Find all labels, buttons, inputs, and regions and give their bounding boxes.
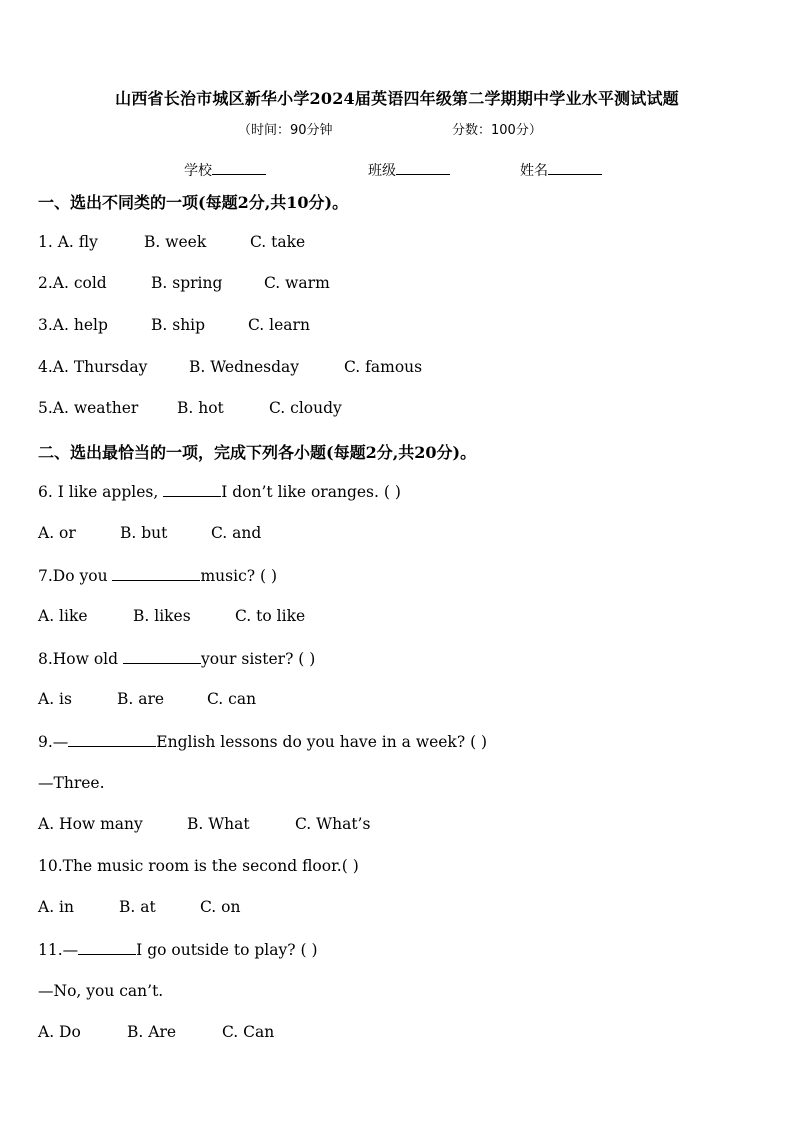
stem-text-after: I go outside to play? ( ) bbox=[136, 941, 318, 959]
stem-text-after: I don’t like oranges. ( ) bbox=[221, 483, 401, 501]
option-a[interactable]: 4.A. Thursday bbox=[38, 358, 148, 376]
option-a[interactable]: 1. A. fly bbox=[38, 233, 98, 251]
student-info bbox=[0, 160, 794, 182]
option-a[interactable]: A. or bbox=[38, 524, 76, 542]
option-a[interactable]: 5.A. weather bbox=[38, 399, 139, 417]
class-blank[interactable] bbox=[396, 160, 450, 175]
question-11-answer: —No, you can’t. bbox=[38, 982, 164, 1000]
section-1-heading: 一、选出不同类的一项(每题2分,共10分)。 bbox=[38, 193, 349, 212]
name-field bbox=[520, 160, 602, 180]
school-field bbox=[184, 160, 266, 180]
school-label: 学校 bbox=[184, 163, 212, 179]
option-c[interactable]: C. cloudy bbox=[269, 399, 342, 417]
stem-text-after: music? ( ) bbox=[200, 567, 278, 585]
option-a[interactable]: A. Do bbox=[38, 1023, 81, 1041]
option-c[interactable]: C. and bbox=[211, 524, 262, 542]
question-9-answer: —Three. bbox=[38, 774, 105, 792]
option-b[interactable]: B. week bbox=[144, 233, 207, 251]
option-c[interactable]: C. What’s bbox=[295, 815, 371, 833]
option-c[interactable]: C. Can bbox=[222, 1023, 275, 1041]
option-c[interactable]: C. to like bbox=[235, 607, 306, 625]
option-c[interactable]: C. famous bbox=[344, 358, 423, 376]
option-a[interactable]: A. in bbox=[38, 898, 74, 916]
question-6-stem bbox=[38, 482, 401, 501]
option-c[interactable]: C. warm bbox=[264, 274, 330, 292]
name-blank[interactable] bbox=[548, 160, 602, 175]
option-b[interactable]: B. ship bbox=[151, 316, 206, 334]
class-field bbox=[368, 160, 450, 180]
option-b[interactable]: B. are bbox=[117, 690, 165, 708]
stem-text-before: 11.— bbox=[38, 941, 79, 959]
stem-text-before: 6. I like apples, bbox=[38, 483, 164, 501]
stem-text-before: 7.Do you bbox=[38, 567, 113, 585]
answer-blank[interactable] bbox=[112, 566, 200, 581]
answer-blank[interactable] bbox=[123, 649, 201, 664]
option-b[interactable]: B. What bbox=[187, 815, 250, 833]
option-c[interactable]: C. can bbox=[207, 690, 257, 708]
answer-blank[interactable] bbox=[163, 482, 221, 497]
option-a[interactable]: A. How many bbox=[38, 815, 143, 833]
option-b[interactable]: B. but bbox=[120, 524, 168, 542]
class-label: 班级 bbox=[368, 163, 396, 179]
stem-text-after: English lessons do you have in a week? ( ) bbox=[156, 733, 488, 751]
stem-text-before: 9.— bbox=[38, 733, 69, 751]
page-title: 山西省长治市城区新华小学2024届英语四年级第二学期期中学业水平测试试题 bbox=[115, 89, 679, 108]
stem-text-before: 8.How old bbox=[38, 650, 123, 668]
name-label: 姓名 bbox=[520, 163, 548, 179]
option-c[interactable]: C. learn bbox=[248, 316, 310, 334]
option-b[interactable]: B. Are bbox=[127, 1023, 177, 1041]
question-8-stem bbox=[38, 649, 315, 668]
section-2-heading: 二、选出最恰当的一项，完成下列各小题(每题2分,共20分)。 bbox=[38, 443, 477, 462]
exam-score: 分数：100分） bbox=[452, 123, 542, 138]
answer-blank[interactable] bbox=[78, 940, 136, 955]
option-b[interactable]: B. Wednesday bbox=[189, 358, 300, 376]
option-a[interactable]: 3.A. help bbox=[38, 316, 108, 334]
option-a[interactable]: 2.A. cold bbox=[38, 274, 107, 292]
answer-blank[interactable] bbox=[68, 732, 156, 747]
question-11-stem bbox=[38, 940, 318, 959]
school-blank[interactable] bbox=[212, 160, 266, 175]
question-9-stem bbox=[38, 732, 487, 751]
question-10: 10.The music room is the second floor.( ) bbox=[38, 857, 359, 875]
question-7-stem bbox=[38, 566, 277, 585]
option-a[interactable]: A. like bbox=[38, 607, 88, 625]
exam-time: （时间：90分钟 bbox=[238, 123, 333, 138]
option-c[interactable]: C. take bbox=[250, 233, 306, 251]
option-a[interactable]: A. is bbox=[38, 690, 72, 708]
option-b[interactable]: B. hot bbox=[177, 399, 224, 417]
stem-text-after: your sister? ( ) bbox=[200, 650, 316, 668]
option-c[interactable]: C. on bbox=[200, 898, 241, 916]
option-b[interactable]: B. likes bbox=[133, 607, 191, 625]
option-b[interactable]: B. spring bbox=[151, 274, 223, 292]
option-b[interactable]: B. at bbox=[119, 898, 156, 916]
